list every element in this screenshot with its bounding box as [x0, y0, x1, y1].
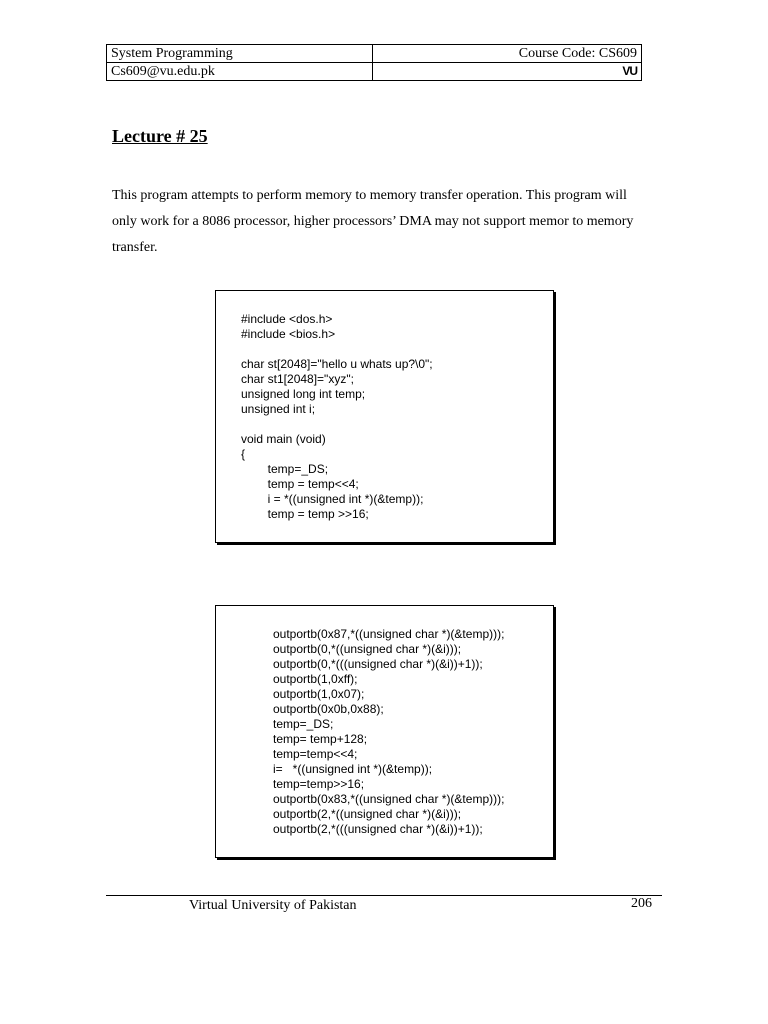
footer-institution: Virtual University of Pakistan: [189, 898, 357, 913]
header-table: [106, 44, 642, 81]
vu-logo: VU: [622, 64, 637, 78]
code-listing-2: outportb(0x87,*((unsigned char *)(&temp))); outportb(0,*((unsigned char *)(&i))); outportb(0,*(((unsigned char *)(&i))+1)); outportb(1,0xff); outportb(1,0x07); outportb(0x0b,0x88); temp=_DS; temp= temp+128; temp=temp<<4; i= *((unsigned int *)(&temp)); temp=temp>>16; outportb(0x83,*((unsigned char *)(&temp))); outportb(2,*((unsigned char *)(&i))); outportb(2,*(((unsigned char *)(&i))+1));: [273, 627, 505, 836]
code-box-includes: [215, 290, 554, 543]
footer-divider: [106, 895, 662, 896]
page-number: 206: [631, 896, 652, 911]
course-email: Cs609@vu.edu.pk: [107, 63, 373, 81]
code-listing-1: #include <dos.h> #include <bios.h> char st[2048]="hello u whats up?\0"; char st1[2048]="xyz"; unsigned long int temp; unsigned int i; void main (void) { temp=_DS; temp = temp<<4; i = *((unsigned int *)(&temp)); temp = temp >>16;: [241, 312, 433, 521]
lecture-title: Lecture # 25: [112, 126, 208, 146]
intro-paragraph: This program attempts to perform memory to memory transfer operation. This program will only work for a 8086 processor, higher processors’ DMA may not support memor to memory transfer.: [112, 188, 634, 255]
course-code: Course Code: CS609: [373, 45, 642, 63]
code-box-outportb: [215, 605, 554, 858]
course-name: System Programming: [107, 45, 373, 63]
